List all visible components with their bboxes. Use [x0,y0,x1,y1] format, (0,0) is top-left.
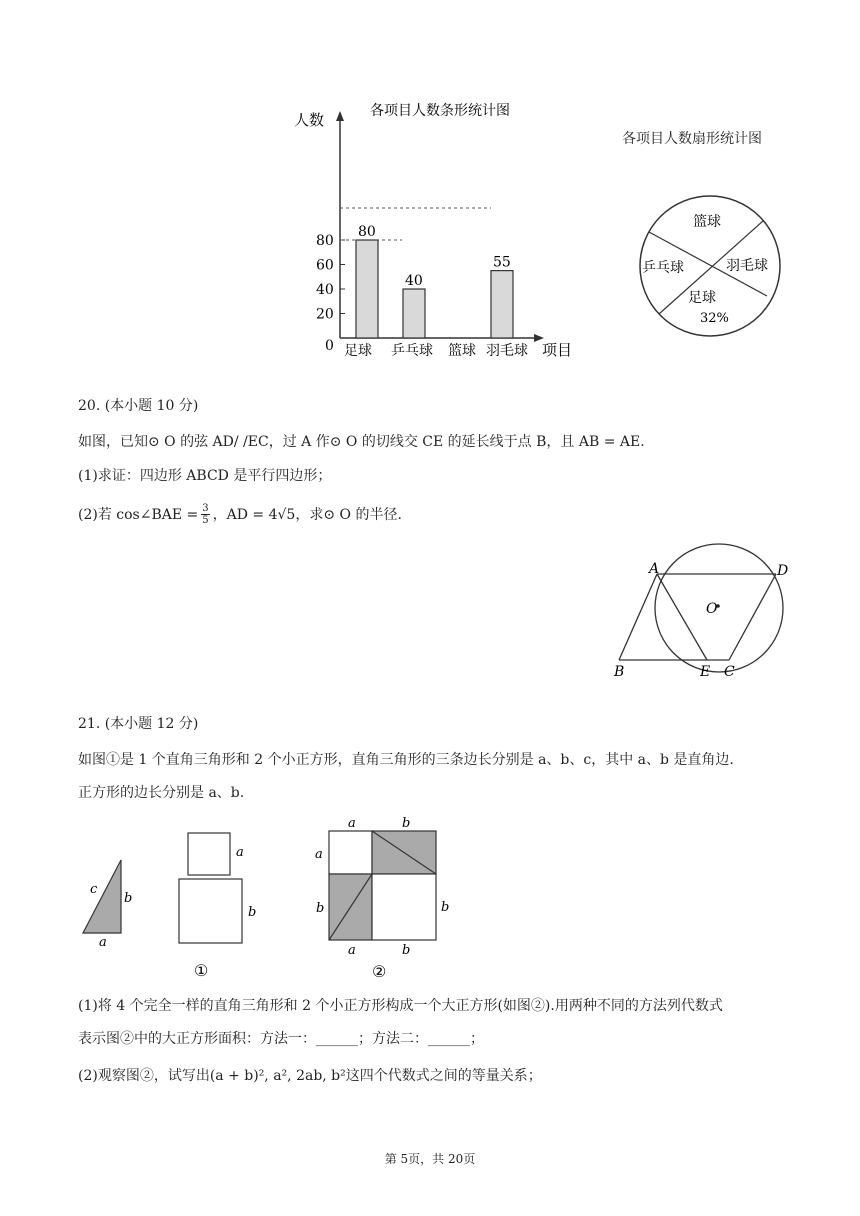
q21-part2: (2)观察图②，试写出(a + b)², a², 2ab, b²这四个代数式之间的等量关系； [78,1068,542,1084]
pie-label-pingpong: 乒乓球 [642,260,684,276]
q21-part1-line2: 表示图②中的大正方形面积：方法一：______；方法二：______； [78,1031,484,1047]
figure-1-caption: ① [194,961,209,980]
label-c: c [90,882,98,897]
label-o: O [706,601,718,617]
fraction [201,503,209,526]
q20-part2-prefix: (2)若 cos∠BAE = [78,506,199,523]
figure-1 [76,826,276,981]
q21-part1-line1: (1)将 4 个完全一样的直角三角形和 2 个小正方形构成一个大正方形(如图②).用两种不同的方法列代数式 [78,998,723,1014]
page-footer: 第 5页，共 20页 [384,1152,476,1166]
square-b [179,879,242,943]
bar-3 [491,271,513,338]
segment-ab [619,574,657,660]
label-e: E [700,664,711,680]
y-axis-arrow [336,111,344,121]
pie-label-basketball: 篮球 [693,214,721,230]
square-a [329,831,372,874]
y-tick-label: 40 [316,282,334,298]
pie-chart-title: 各项目人数扇形统计图 [622,131,762,147]
circle-o [655,544,783,672]
category-label: 篮球 [448,343,476,359]
figure-2-caption: ② [372,962,387,981]
figure-2 [310,812,460,982]
label-d: D [777,563,789,579]
label-b: B [614,664,625,680]
fraction-numerator: 3 [202,503,209,514]
x-axis-label: 项目 [542,341,573,359]
segment-ae [657,574,707,660]
q20-stem: 如图，已知⊙ O 的弦 AD/ /EC，过 A 作⊙ O 的切线交 CE 的延长线于点 B，且 AB = AE. [78,434,645,450]
y-tick-label: 60 [316,257,334,274]
square-b [372,874,436,940]
bar-value-label: 40 [405,273,423,289]
bar-0 [356,240,378,338]
bar-chart [290,95,590,365]
label-a: a [99,935,107,950]
label-a: A [649,561,660,577]
bar-value-label: 80 [358,224,376,240]
bar-1 [403,289,425,338]
bar-chart-title: 各项目人数条形统计图 [370,103,510,119]
label-a-left: a [315,847,323,862]
q21-stem-line2: 正方形的边长分别是 a、b. [78,785,245,801]
category-label: 羽毛球 [486,343,528,359]
q21-header: 21. (本小题 12 分) [78,716,199,732]
fraction-denominator: 5 [202,515,209,526]
bar-value-label: 55 [493,254,511,271]
y-tick-label: 80 [316,233,334,249]
label-b-left: b [316,901,325,916]
pie-label-football: 足球 [688,290,716,306]
label-a-top: a [348,816,356,831]
q20-part2 [78,503,402,526]
origin-label: 0 [325,338,334,354]
small-square-a [188,833,230,875]
q20-part2-suffix: ，AD = 4√5，求⊙ O 的半径. [212,506,402,523]
category-label: 乒乓球 [391,343,433,359]
label-b-bottom: b [402,943,411,958]
label-b-top: b [402,816,411,831]
q20-header: 20. (本小题 10 分) [78,398,199,414]
label-b-right: b [441,900,450,915]
q20-part1: (1)求证：四边形 ABCD 是平行四边形； [78,468,332,484]
label-b: b [248,905,257,920]
pie-chart [636,192,786,342]
y-axis-label: 人数 [294,111,325,129]
right-triangle [83,860,121,933]
q21-stem-line1: 如图①是 1 个直角三角形和 2 个小正方形，直角三角形的三条边长分别是 a、b、c，其中 a、b 是直角边. [78,752,734,768]
y-tick-label: 20 [316,306,334,323]
category-label: 足球 [344,343,372,359]
label-a-bottom: a [348,943,356,958]
label-a: a [236,845,244,860]
label-b: b [124,891,133,906]
pie-label-football-percent: 32% [700,311,729,326]
label-c: C [724,664,735,680]
q20-geometry-figure [605,535,805,685]
pie-label-badminton: 羽毛球 [726,258,768,274]
